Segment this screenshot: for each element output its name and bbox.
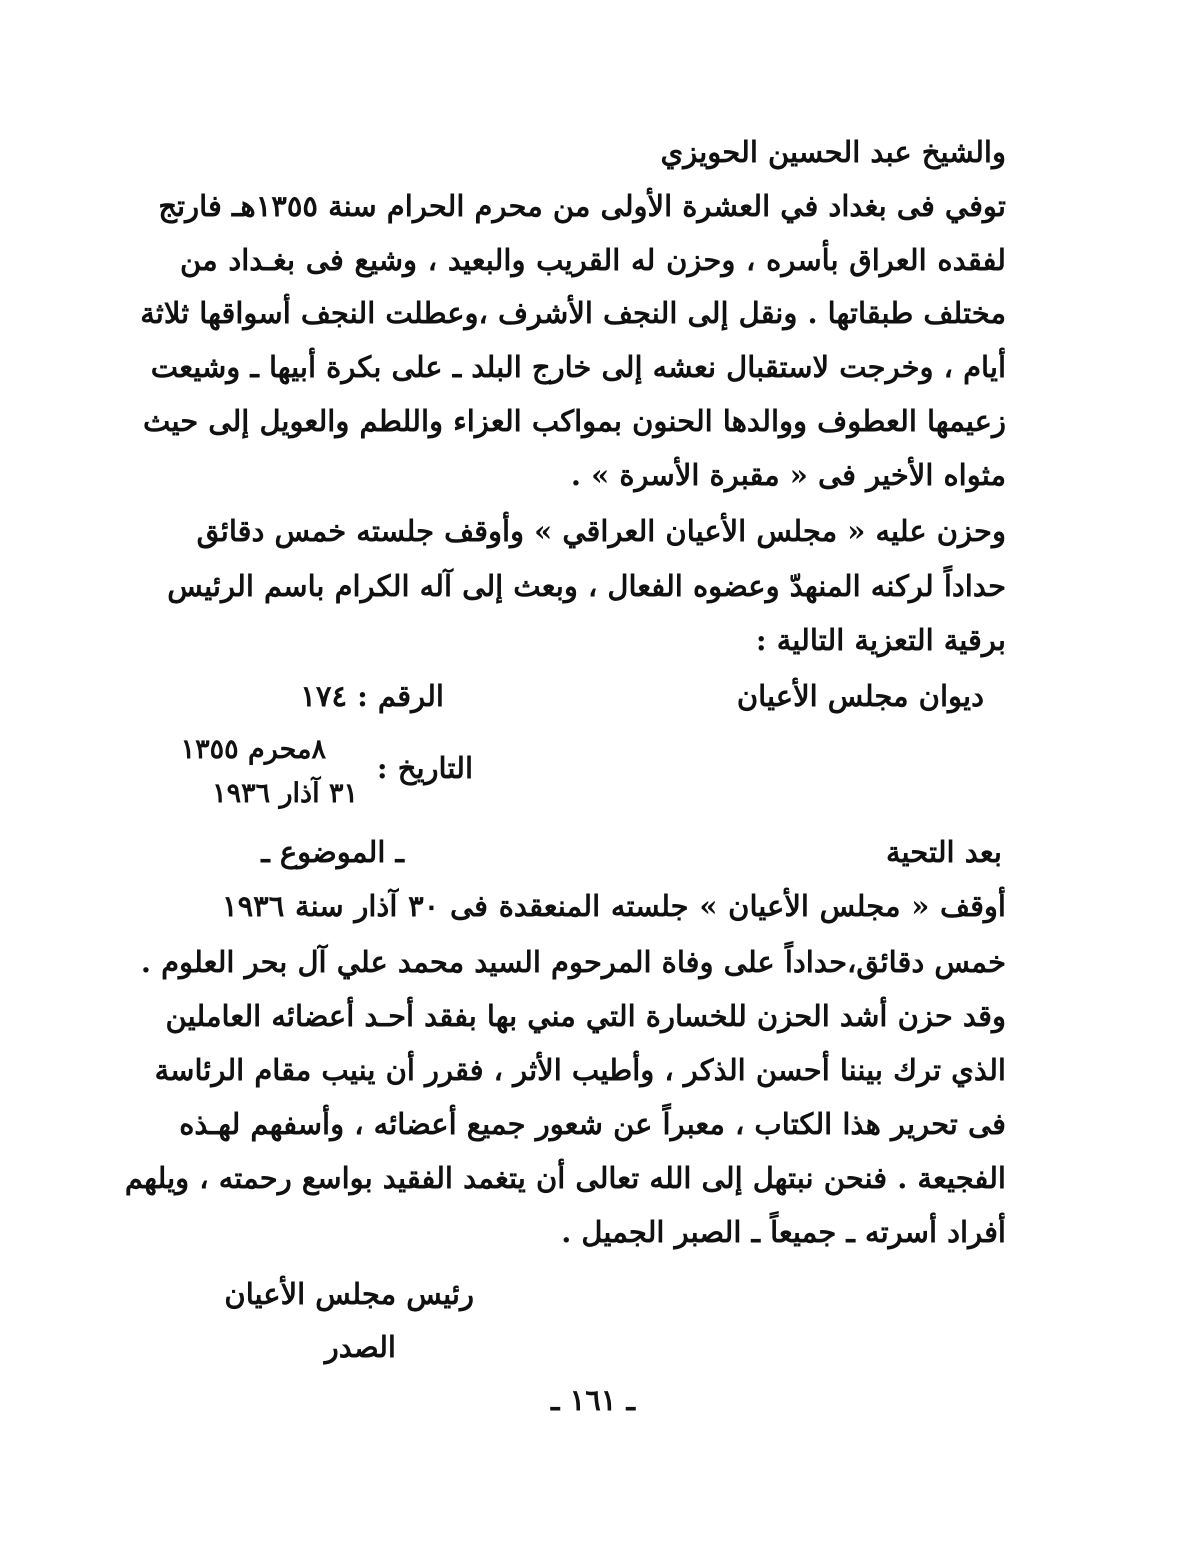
letter-body-line-5: فى تحرير هذا الكتاب ، معبراً عن شعور جميع أعضائه ، وأسفهم لهـذه [179,1107,1006,1141]
letter-date-label: التاريخ : [376,751,473,785]
letter-body-line-7: أفراد أسرته ـ جميعاً ـ الصبر الجميل . [561,1215,1006,1249]
letter-subject: ـ الموضوع ـ [261,835,404,869]
letter-body-line-1: أوقف « مجلس الأعيان » جلسته المنعقدة فى ٣٠ آذار سنة ١٩٣٦ [222,889,1006,923]
signature-title: رئيس مجلس الأعيان [224,1277,474,1311]
paragraph1-line-4: أيام ، وخرجت لاستقبال نعشه إلى خارج البلد ـ على بكرة أبيها ـ وشيعت [150,350,1006,384]
letter-greeting: بعد التحية [885,835,1002,869]
paragraph1-line-2: لفقده العراق بأسره ، وحزن له القريب والبعيد ، وشيع فى بغـداد من [180,243,1006,277]
intro-line: والشيخ عبد الحسين الحويزي [660,135,1006,169]
paragraph1-line-1: توفي فى بغداد في العشرة الأولى من محرم الحرام سنة ١٣٥٥هـ فارتج [158,189,1006,223]
signature-name: الصدر [324,1330,396,1364]
paragraph1-line-5: زعيمها العطوف ووالدها الحنون بمواكب العزاء واللطم والعويل إلى حيث [143,404,1006,438]
paragraph2-line-2: حداداً لركنه المنهدّ وعضوه الفعال ، وبعث إلى آله الكرام باسم الرئيس [167,569,1006,603]
paragraph2-line-3: برقية التعزية التالية : [755,623,1006,657]
letter-body-line-2: خمس دقائق،حداداً على وفاة المرحوم السيد محمد علي آل بحر العلوم . [140,945,1006,979]
paragraph2-line-1: وحزن عليه « مجلس الأعيان العراقي » وأوقف جلسته خمس دقائق [196,514,1006,548]
page-number: ـ ١٦١ ـ [551,1383,635,1417]
letter-date-hijri: ٨محرم ١٣٥٥ [180,734,326,765]
letter-body-line-6: الفجيعة . فنحن نبتهل إلى الله تعالى أن يتغمد الفقيد بواسع رحمته ، ويلهم [124,1161,1006,1195]
paragraph1-line-6: مثواه الأخير فى « مقبرة الأسرة » . [570,458,1006,492]
letter-number: الرقم : ١٧٤ [300,679,444,713]
letter-body-line-3: وقد حزن أشد الحزن للخسارة التي مني بها بفقد أحـد أعضائه العاملين [165,999,1006,1033]
letter-body-line-4: الذي ترك بيننا أحسن الذكر ، وأطيب الأثر ، فقرر أن ينيب مقام الرئاسة [154,1053,1006,1087]
letter-date-gregorian: ٣١ آذار ١٩٣٦ [212,778,358,809]
paragraph1-line-3: مختلف طبقاتها . ونقل إلى النجف الأشرف ،وعطلت النجف أسواقها ثلاثة [140,296,1006,330]
letter-sender: ديوان مجلس الأعيان [736,679,984,713]
